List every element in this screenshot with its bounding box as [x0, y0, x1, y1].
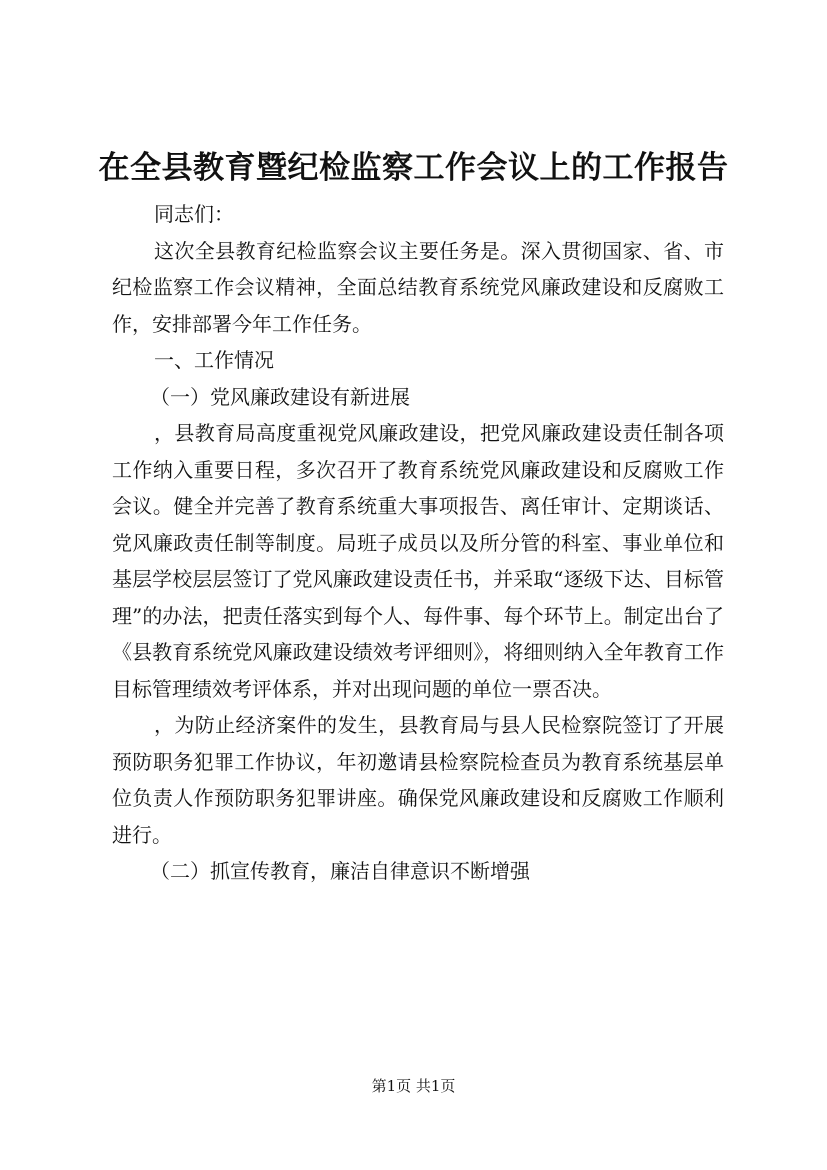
- salutation-paragraph: 同志们：: [154, 202, 234, 226]
- section-heading: 一、工作情况: [154, 348, 274, 372]
- document-title: 在全县教育暨纪检监察工作会议上的工作报告: [98, 150, 729, 186]
- page-number-label: 第1页 共1页: [371, 1077, 456, 1095]
- body-paragraph: ，县教育局高度重视党风廉政建设，把党风廉政建设责任制各项工作纳入重要日程，多次召开了教育系统党风廉政建设和反腐败工作会议。健全并完善了教育系统重大事项报告、离任审计、定期谈话、党风廉政责任制等制度。局班子成员以及所分管的科室、事业单位和基层学校层层签订了党风廉政建设责任书，并采取“逐级下达、目标管理”的办法，把责任落实到每个人、每件事、每个环节上。制定出台了《县教育系统党风廉政建设绩效考评细则》，将细则纳入全年教育工作目标管理绩效考评体系，并对出现问题的单位一票否决。: [112, 421, 724, 701]
- intro-paragraph: 这次全县教育纪检监察会议主要任务是。深入贯彻国家、省、市纪检监察工作会议精神，全面总结教育系统党风廉政建设和反腐败工作，安排部署今年工作任务。: [112, 238, 724, 336]
- subsection-heading: （一）党风廉政建设有新进展: [150, 384, 410, 409]
- body-paragraph: ，为防止经济案件的发生，县教育局与县人民检察院签订了开展预防职务犯罪工作协议，年初邀请县检察院检查员为教育系统基层单位负责人作预防职务犯罪讲座。确保党风廉政建设和反腐败工作顺利进行。: [112, 713, 724, 847]
- document-body: [112, 196, 724, 890]
- page-footer: [0, 1076, 827, 1096]
- subsection-heading: （二）抓宣传教育，廉洁自律意识不断增强: [150, 859, 530, 883]
